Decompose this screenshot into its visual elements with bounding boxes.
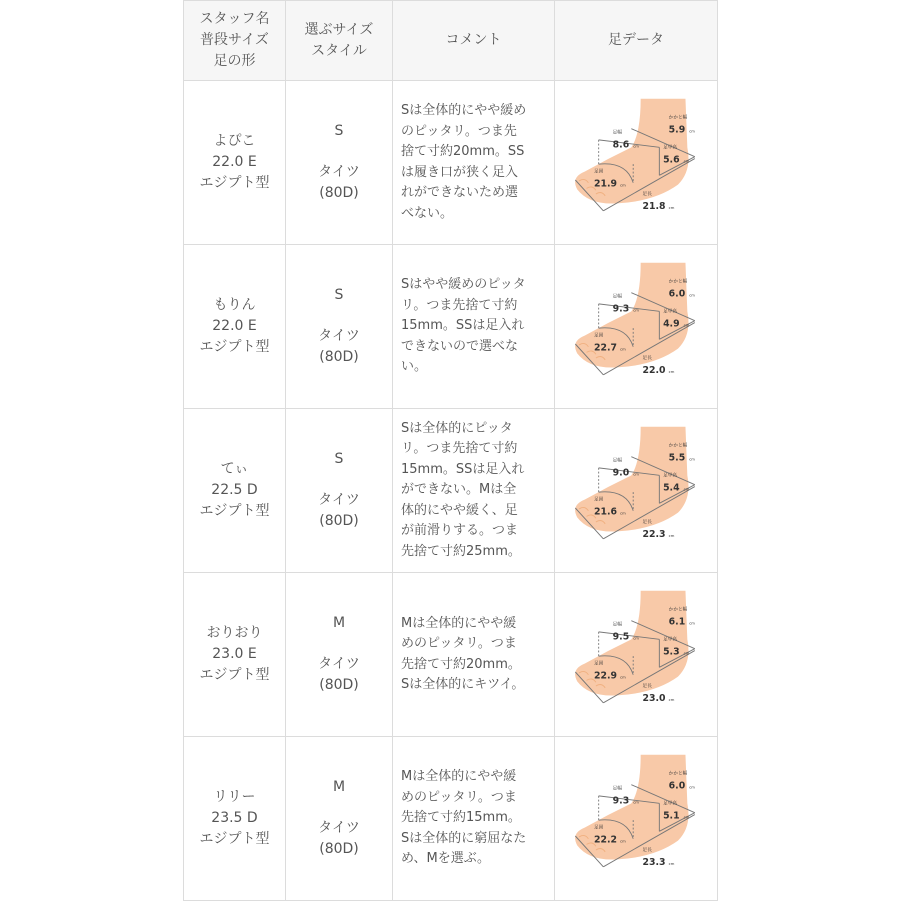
foot-data-cell xyxy=(555,245,718,409)
foot-data-cell xyxy=(555,81,718,245)
unit-label: cm xyxy=(620,511,626,516)
unit-label: cm xyxy=(689,293,695,298)
foot-data-cell xyxy=(555,409,718,573)
foot-shape: エジプト型 xyxy=(199,831,270,847)
unit-label: cm xyxy=(633,636,639,641)
length-value: 22.0 xyxy=(642,364,666,376)
foot-shape: エジプト型 xyxy=(199,667,270,683)
foot-width-label: 足幅 xyxy=(612,294,622,300)
foot-shape: エジプト型 xyxy=(199,339,270,355)
style: タイツ (80D) xyxy=(318,328,360,365)
unit-label: cm xyxy=(668,369,675,374)
heel-width-value: 6.0 xyxy=(668,780,686,792)
style: タイツ (80D) xyxy=(318,820,360,857)
comment: Sは全体的にやや緩め のピッタリ。つま先 捨て寸約20mm。SS は履き口が狭く足入 れができないため選 べない。 xyxy=(393,81,555,245)
unit-label: cm xyxy=(683,323,690,328)
girth-value: 22.9 xyxy=(594,670,618,682)
heel-width-value: 5.9 xyxy=(668,124,686,136)
foot-width-label: 足幅 xyxy=(612,786,622,792)
chosen-size: S xyxy=(334,287,344,303)
instep-value: 5.6 xyxy=(663,154,680,166)
length-value: 23.0 xyxy=(642,692,666,704)
heel-width-label: かかと幅 xyxy=(668,771,688,777)
heel-width-label: かかと幅 xyxy=(668,115,688,121)
heel-width-label: かかと幅 xyxy=(668,607,688,613)
unit-label: cm xyxy=(620,839,626,844)
comment: Mは全体的にやや緩 めのピッタリ。つま 先捨て寸約15mm。 Sは全体的に窮屈なた め、Mを選ぶ。 xyxy=(393,737,555,901)
style: タイツ (80D) xyxy=(318,492,360,529)
header-size-style: 選ぶサイズ スタイル xyxy=(286,1,393,81)
unit-label: cm xyxy=(633,472,639,477)
unit-label: cm xyxy=(683,815,690,820)
instep-label: 足甲高 xyxy=(663,473,678,479)
foot-width-value: 8.6 xyxy=(612,139,630,151)
chosen-size: M xyxy=(332,779,346,795)
unit-label: cm xyxy=(683,651,690,656)
size-comparison-table xyxy=(183,0,718,901)
length-label: 足長 xyxy=(642,847,652,853)
unit-label: cm xyxy=(689,785,695,790)
staff-cell xyxy=(184,573,286,737)
chosen-size: M xyxy=(332,615,346,631)
unit-label: cm xyxy=(633,144,639,149)
unit-label: cm xyxy=(633,800,639,805)
table-row xyxy=(184,573,718,737)
unit-label: cm xyxy=(689,129,695,134)
instep-value: 4.9 xyxy=(663,318,680,330)
foot-diagram xyxy=(566,745,706,885)
unit-label: cm xyxy=(683,159,690,164)
unit-label: cm xyxy=(620,675,626,680)
header-foot-data: 足データ xyxy=(555,1,718,81)
unit-label: cm xyxy=(633,308,639,313)
usual-size: 23.5 D xyxy=(211,810,258,826)
instep-value: 5.1 xyxy=(663,810,680,822)
length-label: 足長 xyxy=(642,519,652,525)
foot-width-value: 9.5 xyxy=(612,631,630,643)
foot-diagram xyxy=(566,89,706,229)
size-style-cell xyxy=(286,81,393,245)
unit-label: cm xyxy=(689,621,695,626)
staff-cell xyxy=(184,245,286,409)
foot-width-value: 9.0 xyxy=(612,467,630,479)
girth-label: 足囲 xyxy=(594,169,604,175)
girth-label: 足囲 xyxy=(594,825,604,831)
table-row xyxy=(184,737,718,901)
staff-cell xyxy=(184,737,286,901)
foot-shape: エジプト型 xyxy=(199,503,270,519)
unit-label: cm xyxy=(668,861,675,866)
unit-label: cm xyxy=(668,533,675,538)
staff-name: よぴこ xyxy=(213,133,256,149)
instep-label: 足甲高 xyxy=(663,145,678,151)
usual-size: 23.0 E xyxy=(212,646,257,662)
table-row xyxy=(184,245,718,409)
length-label: 足長 xyxy=(642,683,652,689)
instep-label: 足甲高 xyxy=(663,309,678,315)
staff-name: てぃ xyxy=(220,461,249,477)
foot-diagram xyxy=(566,417,706,557)
foot-width-label: 足幅 xyxy=(612,458,622,464)
girth-label: 足囲 xyxy=(594,661,604,667)
heel-width-value: 6.1 xyxy=(668,616,686,628)
unit-label: cm xyxy=(689,457,695,462)
length-label: 足長 xyxy=(642,355,652,361)
staff-cell xyxy=(184,81,286,245)
staff-name: もりん xyxy=(213,297,256,313)
foot-shape: エジプト型 xyxy=(199,175,270,191)
foot-diagram xyxy=(566,581,706,721)
header-comment: コメント xyxy=(393,1,555,81)
foot-data-cell xyxy=(555,737,718,901)
heel-width-value: 5.5 xyxy=(668,452,686,464)
length-label: 足長 xyxy=(642,191,652,197)
instep-value: 5.3 xyxy=(663,646,680,658)
foot-width-value: 9.3 xyxy=(612,795,630,807)
chosen-size: S xyxy=(334,451,344,467)
table-row xyxy=(184,409,718,573)
header-row xyxy=(184,1,718,81)
heel-width-value: 6.0 xyxy=(668,288,686,300)
instep-label: 足甲高 xyxy=(663,801,678,807)
length-value: 22.3 xyxy=(642,528,666,540)
girth-label: 足囲 xyxy=(594,333,604,339)
girth-value: 21.6 xyxy=(594,506,618,518)
comment: Sは全体的にピッタ リ。つま先捨て寸約 15mm。SSは足入れ ができない。Mは全 体的にやや緩く、足 が前滑りする。つま 先捨て寸約25mm。 xyxy=(393,409,555,573)
size-style-cell xyxy=(286,409,393,573)
size-style-cell xyxy=(286,737,393,901)
girth-label: 足囲 xyxy=(594,497,604,503)
heel-width-label: かかと幅 xyxy=(668,443,688,449)
unit-label: cm xyxy=(620,183,626,188)
foot-diagram xyxy=(566,253,706,393)
size-style-cell xyxy=(286,573,393,737)
instep-value: 5.4 xyxy=(663,482,680,494)
girth-value: 21.9 xyxy=(594,178,618,190)
unit-label: cm xyxy=(668,205,675,210)
staff-name: リリー xyxy=(213,789,256,805)
usual-size: 22.0 E xyxy=(212,154,257,170)
chosen-size: S xyxy=(334,123,344,139)
usual-size: 22.0 E xyxy=(212,318,257,334)
foot-width-label: 足幅 xyxy=(612,130,622,136)
length-value: 23.3 xyxy=(642,856,666,868)
staff-name: おりおり xyxy=(206,625,263,641)
instep-label: 足甲高 xyxy=(663,637,678,643)
size-style-cell xyxy=(286,245,393,409)
usual-size: 22.5 D xyxy=(211,482,258,498)
unit-label: cm xyxy=(683,487,690,492)
unit-label: cm xyxy=(620,347,626,352)
foot-width-label: 足幅 xyxy=(612,622,622,628)
girth-value: 22.7 xyxy=(594,342,618,354)
heel-width-label: かかと幅 xyxy=(668,279,688,285)
foot-data-cell xyxy=(555,573,718,737)
style: タイツ (80D) xyxy=(318,656,360,693)
girth-value: 22.2 xyxy=(594,834,618,846)
staff-cell xyxy=(184,409,286,573)
style: タイツ (80D) xyxy=(318,164,360,201)
foot-width-value: 9.3 xyxy=(612,303,630,315)
length-value: 21.8 xyxy=(642,200,666,212)
header-staff: スタッフ名 普段サイズ 足の形 xyxy=(184,1,286,81)
comment: Mは全体的にやや緩 めのピッタリ。つま 先捨て寸約20mm。 Sは全体的にキツイ。 xyxy=(393,573,555,737)
unit-label: cm xyxy=(668,697,675,702)
comment: Sはやや緩めのピッタ リ。つま先捨て寸約 15mm。SSは足入れ できないので選べな い。 xyxy=(393,245,555,409)
table-row xyxy=(184,81,718,245)
